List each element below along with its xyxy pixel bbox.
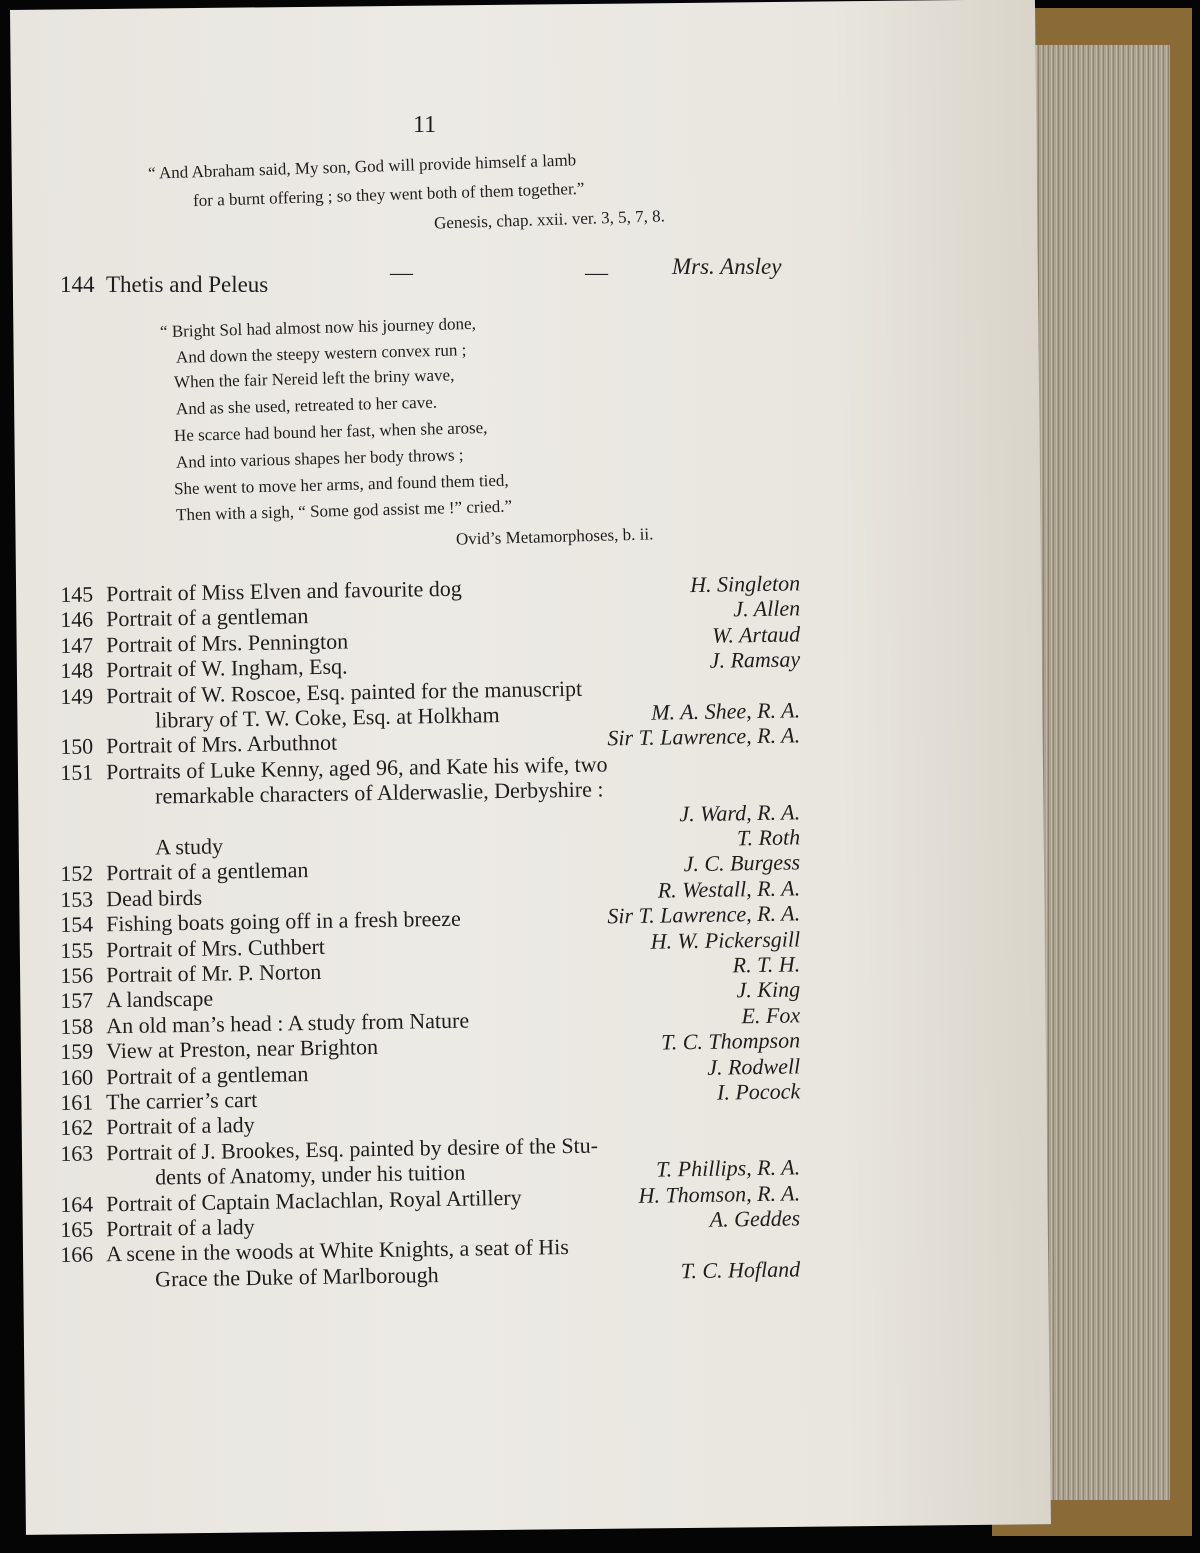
entry-artist: J. Ward, R. A. <box>679 798 801 826</box>
entry-title: Thetis and Peleus <box>106 272 269 297</box>
entry-artist: E. Fox <box>741 1002 801 1029</box>
entry-artist: H. Singleton <box>689 570 801 598</box>
entry-number: 164 <box>60 1191 94 1217</box>
entry-artist: H. Thomson, R. A. <box>638 1179 801 1208</box>
entry-number: 157 <box>60 987 94 1014</box>
entry-number: 149 <box>60 683 94 709</box>
entry-title: Portrait of Mrs. Cuthbert <box>105 933 326 962</box>
epigraph-line: “ And Abraham said, My son, God will provide himself a lamb <box>147 150 577 183</box>
separator-dash: — <box>390 260 413 285</box>
poem-line: And down the steepy western convex run ; <box>175 340 467 367</box>
entry-artist: T. Phillips, R. A. <box>655 1154 801 1182</box>
entry-artist: J. Rodwell <box>707 1052 801 1080</box>
entry-artist: J. Allen <box>733 595 801 622</box>
entry-artist: T. C. Hofland <box>680 1256 801 1284</box>
entry-number: 165 <box>60 1216 94 1242</box>
entry-number: 150 <box>60 733 94 760</box>
poem-line: And into various shapes her body throws ; <box>175 445 464 472</box>
entry-number: 146 <box>60 606 94 633</box>
entry-number: 161 <box>60 1089 94 1115</box>
entry-title: Portrait of Miss Elven and favourite dog <box>105 575 462 607</box>
entry-artist: T. C. Thompson <box>660 1027 801 1055</box>
entry-title: View at Preston, near Brighton <box>105 1034 379 1064</box>
entry-title: Portrait of a lady <box>105 1112 255 1140</box>
entry-number: 148 <box>60 657 94 684</box>
entry-number: 155 <box>60 937 94 963</box>
entry-artist: Sir T. Lawrence, R. A. <box>607 722 801 751</box>
entry-number: 158 <box>60 1013 94 1039</box>
entry-title: Dead birds <box>105 884 203 912</box>
entry-number: 153 <box>60 886 94 912</box>
entry-artist: Sir T. Lawrence, R. A. <box>607 900 801 929</box>
entry-artist: J. King <box>736 976 801 1003</box>
entry-artist: R. T. H. <box>732 951 801 978</box>
poem-line: Then with a sigh, “ Some god assist me !” cried.” <box>175 496 513 525</box>
entry-title: An old man’s head : A study from Nature <box>105 1007 470 1039</box>
entry-title: Portrait of Mrs. Arbuthnot <box>105 730 338 759</box>
epigraph-line: for a burnt offering ; so they went both of them together.” <box>192 178 585 211</box>
poem-line: “ Bright Sol had almost now his journey done, <box>159 313 477 342</box>
entry-title: dents of Anatomy, under his tuition <box>154 1159 466 1190</box>
entry-title: A scene in the woods at White Knights, a seat of His <box>105 1234 570 1267</box>
entry-artist: J. C. Burgess <box>683 849 801 877</box>
entry-number: 162 <box>60 1114 94 1141</box>
entry-title: Portrait of a gentleman <box>105 857 309 886</box>
entry-title: Portrait of a lady <box>105 1213 255 1242</box>
entry-number: 159 <box>60 1038 94 1065</box>
entry-number: 147 <box>60 632 94 658</box>
entry-number: 160 <box>60 1064 94 1090</box>
entry-artist: R. Westall, R. A. <box>657 875 801 903</box>
entry-artist: W. Artaud <box>711 621 801 648</box>
entry-title: Portrait of Mr. P. Norton <box>105 958 322 988</box>
entry-artist: I. Pocock <box>716 1078 801 1105</box>
entry-title: A landscape <box>105 985 214 1013</box>
entry-title: Portrait of Mrs. Pennington <box>105 628 349 658</box>
entry-artist: A. Geddes <box>709 1205 801 1232</box>
entry-title: Portrait of W. Roscoe, Esq. painted for the manuscript <box>105 675 583 708</box>
entry-title: Grace the Duke of Marlborough <box>154 1261 439 1292</box>
entry-artist: J. Ramsay <box>709 646 801 673</box>
poem-line: She went to move her arms, and found them tied, <box>173 470 509 499</box>
entry-title: The carrier’s cart <box>105 1086 258 1115</box>
entry-number: 156 <box>60 962 94 988</box>
entry-title: Portrait of Captain Maclachlan, Royal Artillery <box>105 1184 522 1216</box>
entry-title: Portrait of W. Ingham, Esq. <box>105 653 348 683</box>
poem-citation: Ovid’s Metamorphoses, b. ii. <box>455 524 654 549</box>
entry-title: A study <box>154 833 224 860</box>
entry-artist: M. A. Shee, R. A. <box>651 697 801 725</box>
entry-title: remarkable characters of Alderwaslie, Derbyshire : <box>154 776 604 809</box>
entry-title: library of T. W. Coke, Esq. at Holkham <box>154 702 500 733</box>
entry-artist: Mrs. Ansley <box>672 254 782 279</box>
entry-number: 154 <box>60 911 94 938</box>
entry-number: 152 <box>60 860 94 887</box>
entry-number: 151 <box>60 759 94 785</box>
entry-number: 163 <box>60 1140 94 1166</box>
epigraph-citation: Genesis, chap. xxii. ver. 3, 5, 7, 8. <box>433 206 666 233</box>
poem-line: He scarce had bound her fast, when she arose, <box>173 417 488 446</box>
entry-title: Portrait of J. Brookes, Esq. painted by desire of the Stu- <box>105 1132 599 1166</box>
entry-artist: H. W. Pickersgill <box>650 925 801 954</box>
page-number: 11 <box>413 112 437 138</box>
entry-number: 145 <box>60 581 94 607</box>
entry-number: 144 <box>60 272 95 297</box>
entry-number: 166 <box>60 1241 94 1268</box>
entry-title: Fishing boats going off in a fresh breeze <box>105 905 461 937</box>
catalogue-entry <box>60 570 801 607</box>
poem-line: And as she used, retreated to her cave. <box>175 392 438 419</box>
separator-dash: — <box>585 260 608 285</box>
poem-line: When the fair Nereid left the briny wave, <box>173 365 455 392</box>
entry-title: Portrait of a gentleman <box>105 603 309 632</box>
entry-artist: T. Roth <box>736 824 801 851</box>
entry-title: Portraits of Luke Kenny, aged 96, and Kate his wife, two <box>105 751 608 785</box>
entry-title: Portrait of a gentleman <box>105 1060 309 1089</box>
